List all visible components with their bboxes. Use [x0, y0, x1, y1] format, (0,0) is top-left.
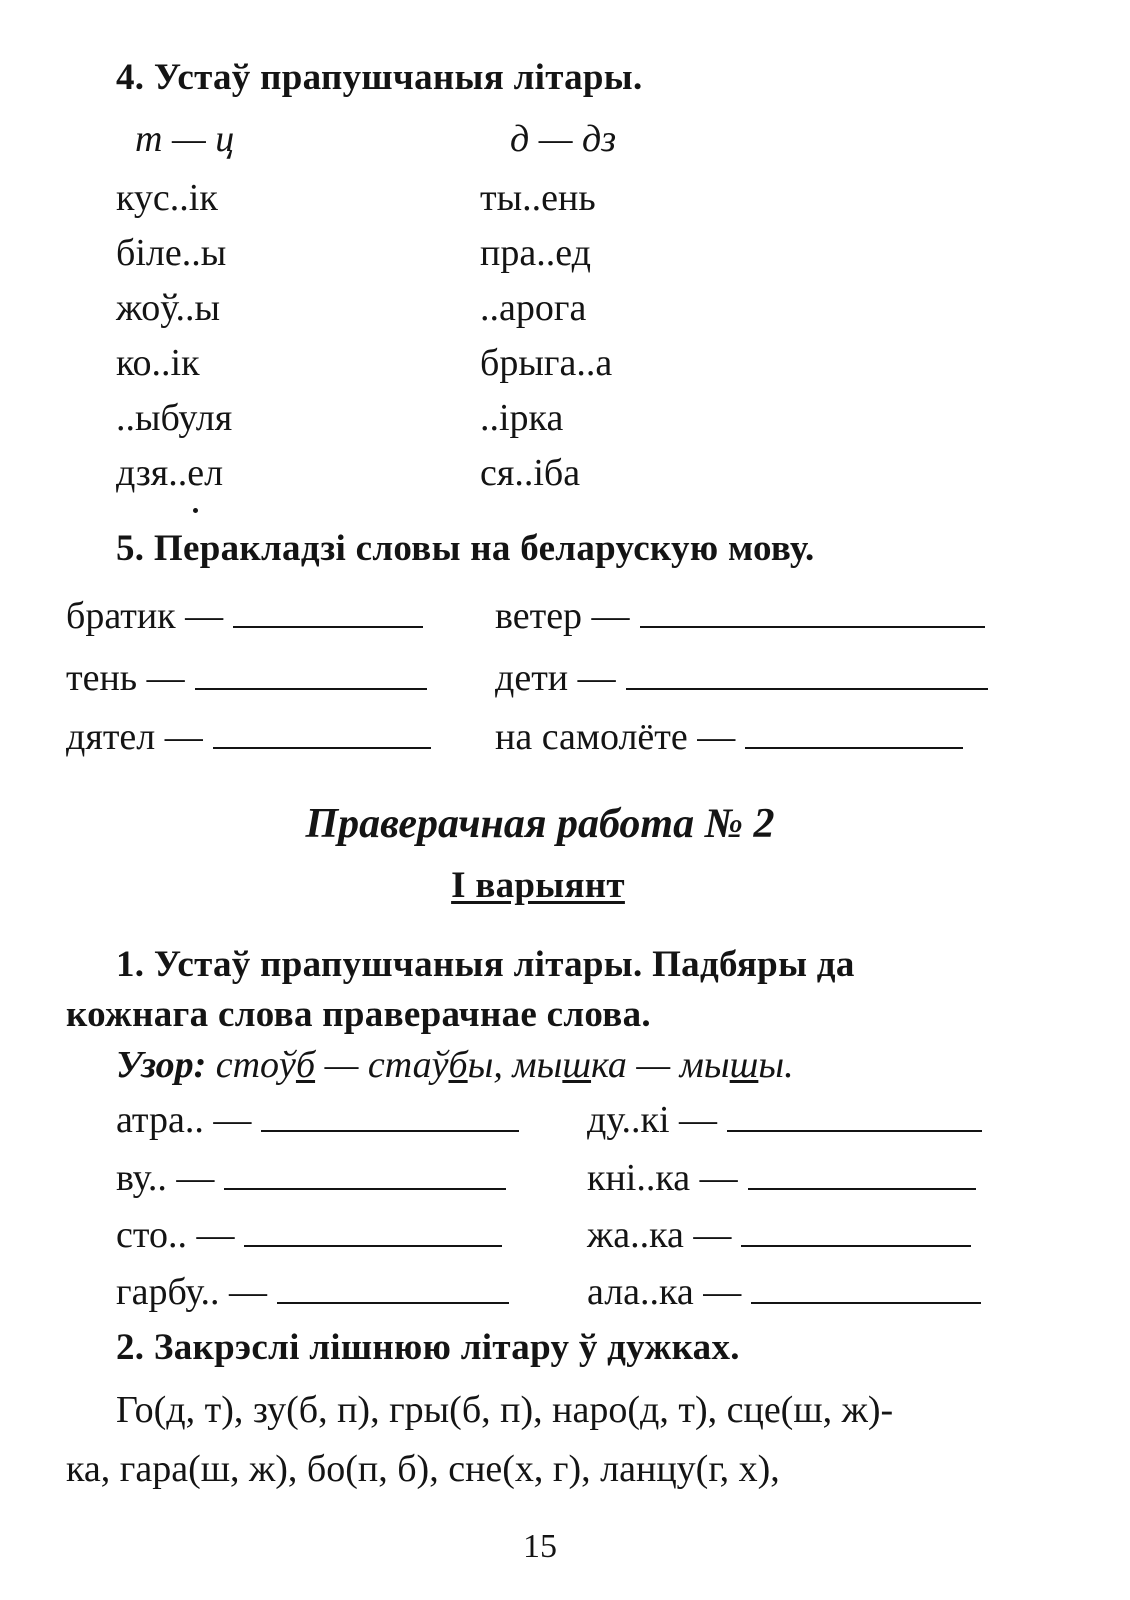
word-t-2: біле..ы [116, 232, 227, 274]
word-t-3: жоў..ы [116, 287, 221, 329]
task-4-title: 4. Устаў прапушчаныя літары. [116, 57, 643, 98]
test-title: Праверачная работа № 2 [305, 801, 775, 847]
answer-line[interactable] [741, 1217, 971, 1247]
page-number: 15 [523, 1528, 557, 1565]
check-item-6: жа..ка — [587, 1213, 971, 1257]
task-2-line1: Го(д, т), зу(б, п), гры(б, п), наро(д, т), сце(ш, ж)- [116, 1389, 894, 1431]
answer-line[interactable] [626, 660, 988, 690]
word-d-6: ся..іба [480, 452, 581, 494]
word-t-6: дзя..ел [116, 452, 224, 494]
translate-word: тень — [66, 657, 185, 699]
answer-line[interactable] [745, 719, 963, 749]
check-item-5: сто.. — [116, 1213, 502, 1257]
word-d-5: ..ірка [480, 397, 564, 439]
word-t-4: ко..ік [116, 342, 200, 384]
answer-line[interactable] [751, 1274, 981, 1304]
check-item-2: ду..кі — [587, 1098, 982, 1142]
translate-item-6 [495, 715, 963, 759]
answer-line[interactable] [748, 1160, 976, 1190]
variant-heading: І варыянт [451, 865, 625, 906]
check-item-1: атра.. — [116, 1098, 519, 1142]
answer-line[interactable] [727, 1102, 982, 1132]
translate-word: братик — [66, 595, 224, 637]
translate-item-2 [495, 594, 985, 638]
sample-label: Узор: [116, 1044, 207, 1086]
check-item-4: кні..ка — [587, 1156, 976, 1200]
translate-item-5 [66, 715, 431, 759]
check-item-7: гарбу.. — [116, 1270, 509, 1314]
task-1-title-line2: кожнага слова праверачнае слова. [66, 994, 651, 1035]
task-1-title-line1: 1. Устаў прапушчаныя літары. Падбяры да [116, 944, 855, 985]
task-2-line2: ка, гара(ш, ж), бо(п, б), сне(х, г), ланцу(г, х), [66, 1448, 780, 1490]
word-d-1: ты..ень [480, 177, 596, 219]
task-2-title: 2. Закрэслі лішнюю літару ў дужках. [116, 1327, 740, 1368]
answer-line[interactable] [244, 1217, 502, 1247]
answer-line[interactable] [277, 1274, 509, 1304]
task-5-title: 5. Перакладзі словы на беларускую мову. [116, 528, 815, 569]
translate-word: дети — [495, 657, 616, 699]
translate-item-4 [495, 656, 988, 700]
translate-word: на самолёте — [495, 716, 736, 758]
answer-line[interactable] [640, 598, 985, 628]
translate-word: ветер — [495, 595, 630, 637]
word-t-1: кус..ік [116, 177, 218, 219]
column-header-d-dz: д — дз [510, 118, 617, 160]
answer-line[interactable] [195, 660, 427, 690]
translate-item-3 [66, 656, 427, 700]
word-d-4: брыга..а [480, 342, 613, 384]
check-item-3: ву.. — [116, 1156, 506, 1200]
translate-word: дятел — [66, 716, 203, 758]
answer-line[interactable] [233, 598, 423, 628]
check-item-8: ала..ка — [587, 1270, 981, 1314]
word-t-5: ..ыбуля [116, 397, 233, 439]
sample-line: Узор: стоўб — стаўбы, мышка — мышы. [116, 1044, 794, 1086]
word-d-2: пра..ед [480, 232, 591, 274]
stray-dot [193, 508, 198, 513]
word-d-3: ..арога [480, 287, 587, 329]
translate-item-1 [66, 594, 423, 638]
column-header-t-ts: т — ц [135, 118, 235, 160]
answer-line[interactable] [224, 1160, 506, 1190]
answer-line[interactable] [213, 719, 431, 749]
answer-line[interactable] [261, 1102, 519, 1132]
